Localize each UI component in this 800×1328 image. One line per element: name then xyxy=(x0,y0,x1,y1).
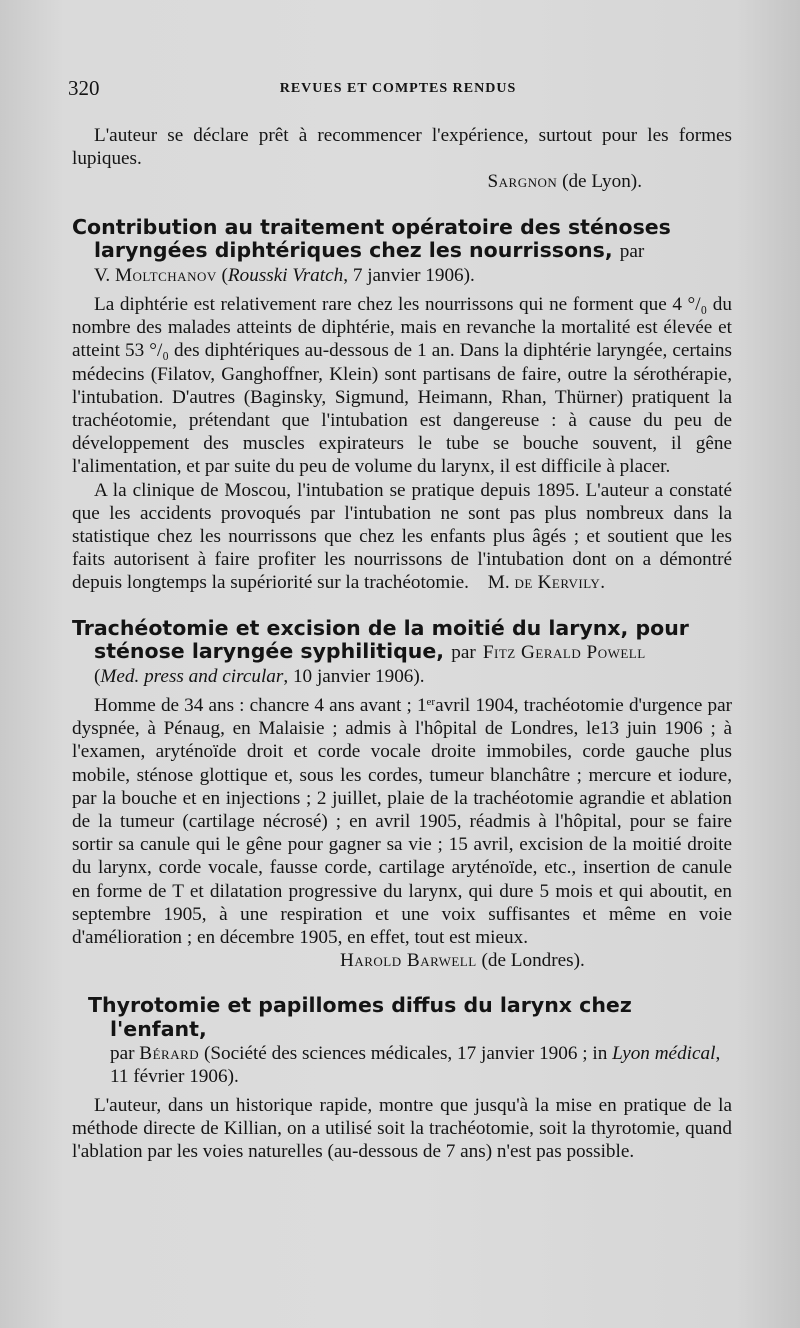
article-paragraph: L'auteur, dans un historique rapide, montre que jusqu'à la mise en pratique de la méthode directe de Killian, on a utilisé soit la trachéotomie, soit la thyrotomie, quand l'ablation par les voies naturelles (au-dessous de 7 ans) n'est pas possible. xyxy=(72,1095,732,1163)
page-number: 320 xyxy=(68,76,100,100)
page-body xyxy=(72,124,732,1164)
running-title: REVUES ET COMPTES RENDUS xyxy=(279,81,517,96)
page-header xyxy=(68,76,728,106)
article-title: Contribution au traitement opératoire des sténoses laryngées diphtériques chez les nourrissons, par xyxy=(72,214,671,263)
article-citation: par Bérard (Société des sciences médicales, 17 janvier 1906 ; in Lyon médical, 11 février 1906). xyxy=(110,1042,721,1087)
journal-name: Rousski Vratch xyxy=(227,264,344,286)
article-paragraph: La diphtérie est relativement rare chez les nourrissons qui ne forment que 4 °/₀ du nombre des malades atteints de diphtérie, mais en revanche la mortalité est élevée et atteint 53 °/₀ des diphtériques au-dessous de 1 an. Dans la diphtérie laryngée, certains médecins (Filatov, Ganghoffner, Klein) sont partisans de faire, outre la sérothérapie, l'intubation. D'autres (Baginsky, Sigmund, Heimann, Rhan, Thürner) pratiquent la trachéotomie, prétendant que l'intubation est dangereuse : à cause du peu de développement des muscles expirateurs le tube se bouche souvent, il gêne l'alimentation, et par suite du peu de volume du larynx, il est difficile à placer. xyxy=(72,294,732,478)
journal-name: Lyon médical xyxy=(612,1042,716,1064)
signature-place: (de Lyon). xyxy=(562,171,642,193)
author-name: Bérard xyxy=(139,1042,200,1064)
article-signature: M. de Kervily. xyxy=(487,572,606,594)
article-title: Thyrotomie et papillomes diffus du larynx chez l'enfant, xyxy=(88,993,632,1042)
article-citation: (Med. press and circular, 10 janvier 1906). xyxy=(94,665,425,687)
article-signature: Harold Barwell (de Londres). xyxy=(340,950,585,972)
article-paragraph: Homme de 34 ans : chancre 4 ans avant ; 1eravril 1904, trachéotomie d'urgence par dyspnée, à Pénaug, en Malaisie ; admis à l'hôpital de Londres, le13 juin 1906 ; à l'examen, aryténoïde droit et corde vocale droite immobiles, corde gauche plus mobile, sténose glottique et, sous les cordes, tumeur blanchâtre ; mercure et iodure, par la bouche et en injections ; 2 juillet, plaie de la trachéotomie agrandie et ablation de la tumeur (cartilage nécrosé) ; en avril 1905, réadmis à l'hôpital, pour se faire sortir sa canule qui le gêne pour gagner sa vie ; 15 avril, excision de la moitié droite du larynx, corde vocale, fausse corde, cartilage aryténoïde, etc., insertion de canule en forme de T et dilatation progressive du larynx, qui dure 5 mois et qui aboutit, en septembre 1905, à une respiration et une voix suffisantes et même en voie d'amélioration ; en décembre 1905, en effet, tout est mieux. xyxy=(72,695,732,949)
article-1 xyxy=(72,216,732,595)
article-2 xyxy=(72,617,732,973)
article-3 xyxy=(72,994,732,1163)
signature-name: Sargnon xyxy=(487,171,558,193)
journal-name: Med. press and circular xyxy=(100,665,284,687)
intro-paragraph: L'auteur se déclare prêt à recommencer l'expérience, surtout pour les formes lupiques. xyxy=(72,125,732,170)
article-paragraph: A la clinique de Moscou, l'intubation se pratique depuis 1895. L'auteur a constaté que les accidents provoqués par l'intubation ne sont pas plus nombreux dans la statistique chez les nourrissons que chez les enfants plus âgés ; et soutient que les faits autorisent à faire profiter les nourrissons de l'intubation dont on a démontré depuis longtemps la supériorité sur la trachéotomie. M. de Kervily. xyxy=(72,479,732,594)
intro-signature xyxy=(72,170,642,193)
author-name: Moltchanov xyxy=(114,264,217,286)
article-citation: V. Moltchanov (Rousski Vratch, 7 janvier 1906). xyxy=(94,264,475,286)
author-name: Fitz Gerald Powell xyxy=(482,642,646,664)
article-title: Trachéotomie et excision de la moitié du larynx, pour sténose laryngée syphilitique, par Fitz Gerald Powell xyxy=(72,615,689,664)
